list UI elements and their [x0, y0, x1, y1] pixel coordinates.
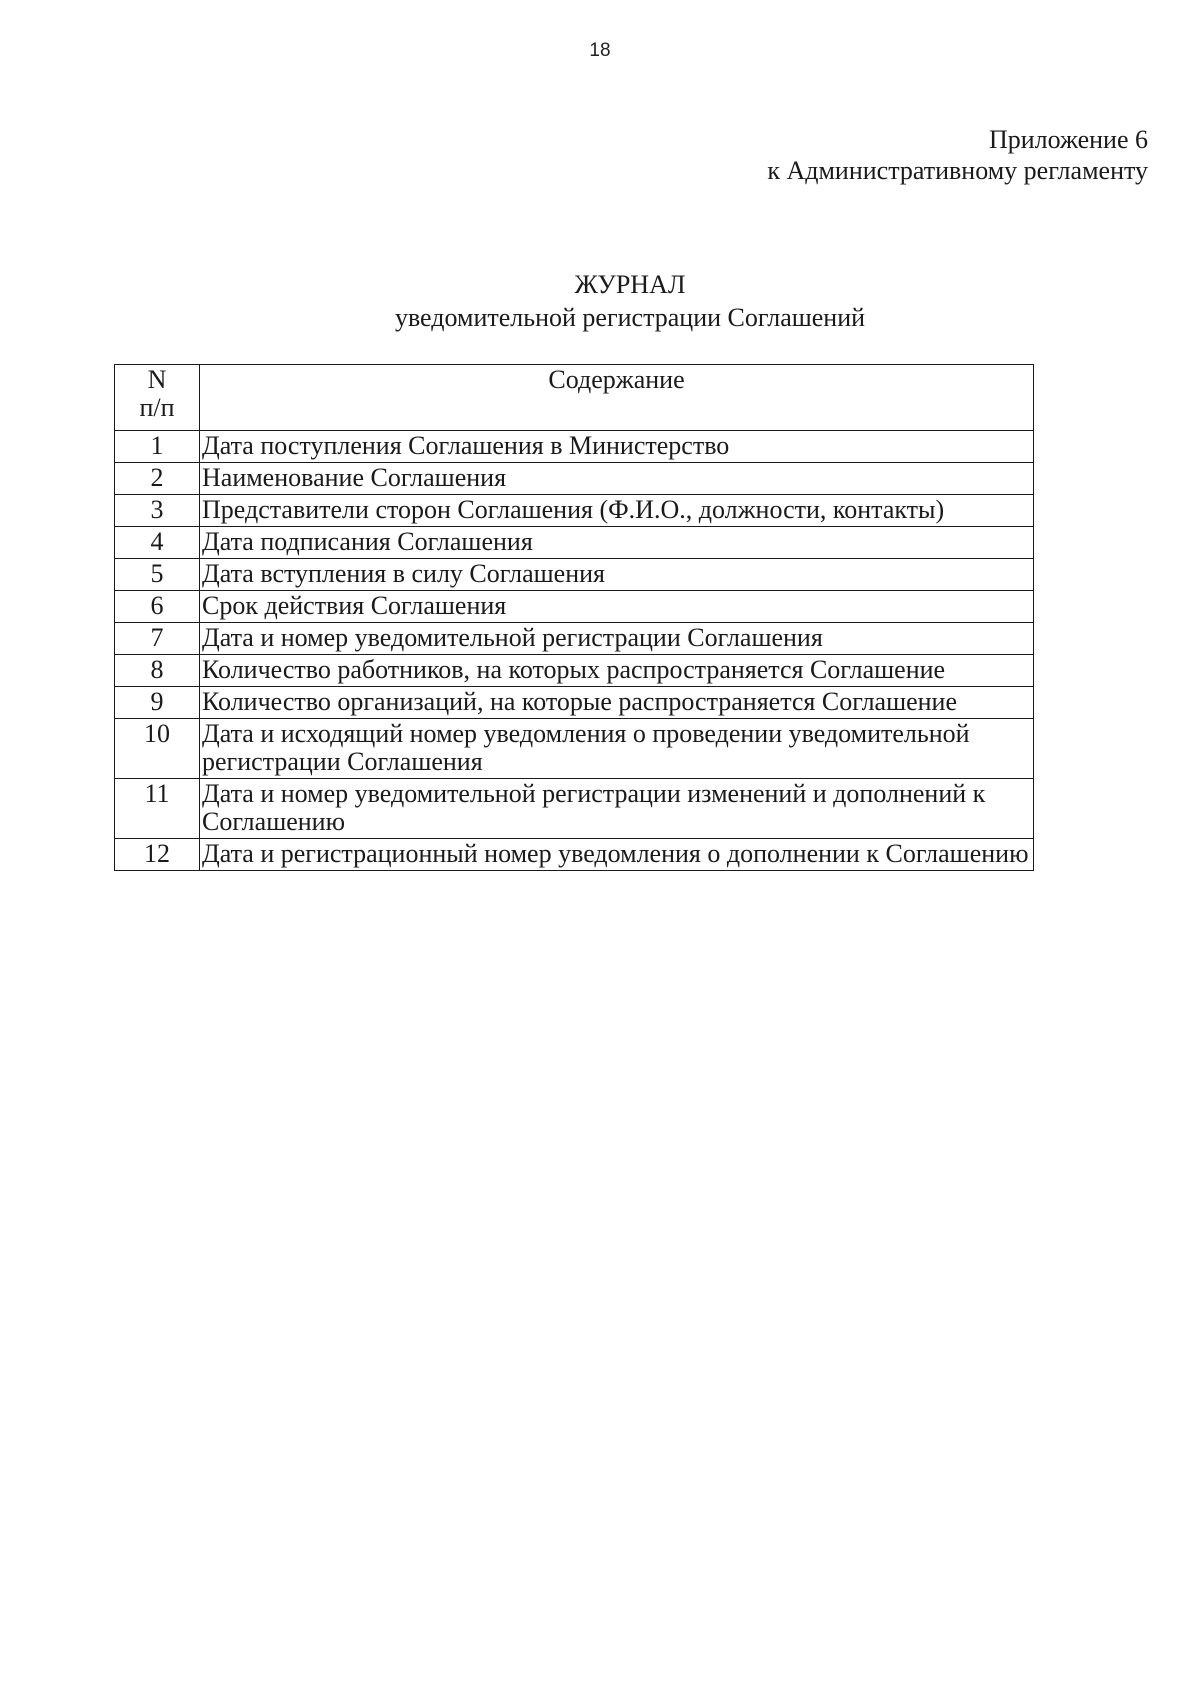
row-number-cell: 7 — [115, 623, 200, 655]
row-content-cell: Дата и регистрационный номер уведомления о дополнении к Соглашению — [200, 839, 1034, 871]
journal-table-body — [115, 431, 1034, 871]
journal-table — [114, 364, 1034, 871]
appendix-line-1: Приложение 6 — [988, 125, 1148, 154]
row-number-cell: 8 — [115, 655, 200, 687]
row-number-cell: 11 — [115, 779, 200, 839]
row-number-cell: 1 — [115, 431, 200, 463]
table-row — [115, 623, 1034, 655]
row-number-cell: 4 — [115, 527, 200, 559]
row-content-cell: Дата подписания Соглашения — [200, 527, 1034, 559]
header-number-cell — [115, 365, 200, 431]
table-row — [115, 655, 1034, 687]
table-row — [115, 559, 1034, 591]
table-row — [115, 527, 1034, 559]
row-content-cell: Дата вступления в силу Соглашения — [200, 559, 1034, 591]
row-number-cell: 3 — [115, 495, 200, 527]
table-row — [115, 719, 1034, 779]
row-content-cell: Количество работников, на которых распространяется Соглашение — [200, 655, 1034, 687]
table-row — [115, 463, 1034, 495]
row-number-cell: 12 — [115, 839, 200, 871]
header-number-line-1: N — [147, 365, 167, 394]
row-content-cell: Дата поступления Соглашения в Министерство — [200, 431, 1034, 463]
row-content-cell: Срок действия Соглашения — [200, 591, 1034, 623]
header-content-cell: Содержание — [200, 365, 1034, 431]
title-main: ЖУРНАЛ — [574, 270, 686, 299]
table-row — [115, 431, 1034, 463]
table-row — [115, 687, 1034, 719]
table-row — [115, 591, 1034, 623]
row-number-cell: 10 — [115, 719, 200, 779]
row-number-cell: 5 — [115, 559, 200, 591]
row-number-cell: 6 — [115, 591, 200, 623]
row-number-cell: 9 — [115, 687, 200, 719]
appendix-header — [767, 124, 1148, 186]
row-number-cell: 2 — [115, 463, 200, 495]
document-title — [0, 268, 1200, 334]
row-content-cell: Представители сторон Соглашения (Ф.И.О., должности, контакты) — [200, 495, 1034, 527]
table-row — [115, 495, 1034, 527]
page-number: 18 — [589, 40, 611, 61]
row-content-cell: Дата и номер уведомительной регистрации Соглашения — [200, 623, 1034, 655]
row-content-cell: Дата и исходящий номер уведомления о проведении уведомительной регистрации Соглашения — [200, 719, 1034, 779]
table-row — [115, 779, 1034, 839]
row-content-cell: Количество организаций, на которые распространяется Соглашение — [200, 687, 1034, 719]
table-row — [115, 839, 1034, 871]
table-header-row — [115, 365, 1034, 431]
row-content-cell: Наименование Соглашения — [200, 463, 1034, 495]
row-content-cell: Дата и номер уведомительной регистрации изменений и дополнений к Соглашению — [200, 779, 1034, 839]
title-subtitle: уведомительной регистрации Соглашений — [394, 303, 866, 332]
header-number-line-2: п/п — [139, 393, 175, 422]
appendix-line-2: к Административному регламенту — [767, 156, 1148, 185]
